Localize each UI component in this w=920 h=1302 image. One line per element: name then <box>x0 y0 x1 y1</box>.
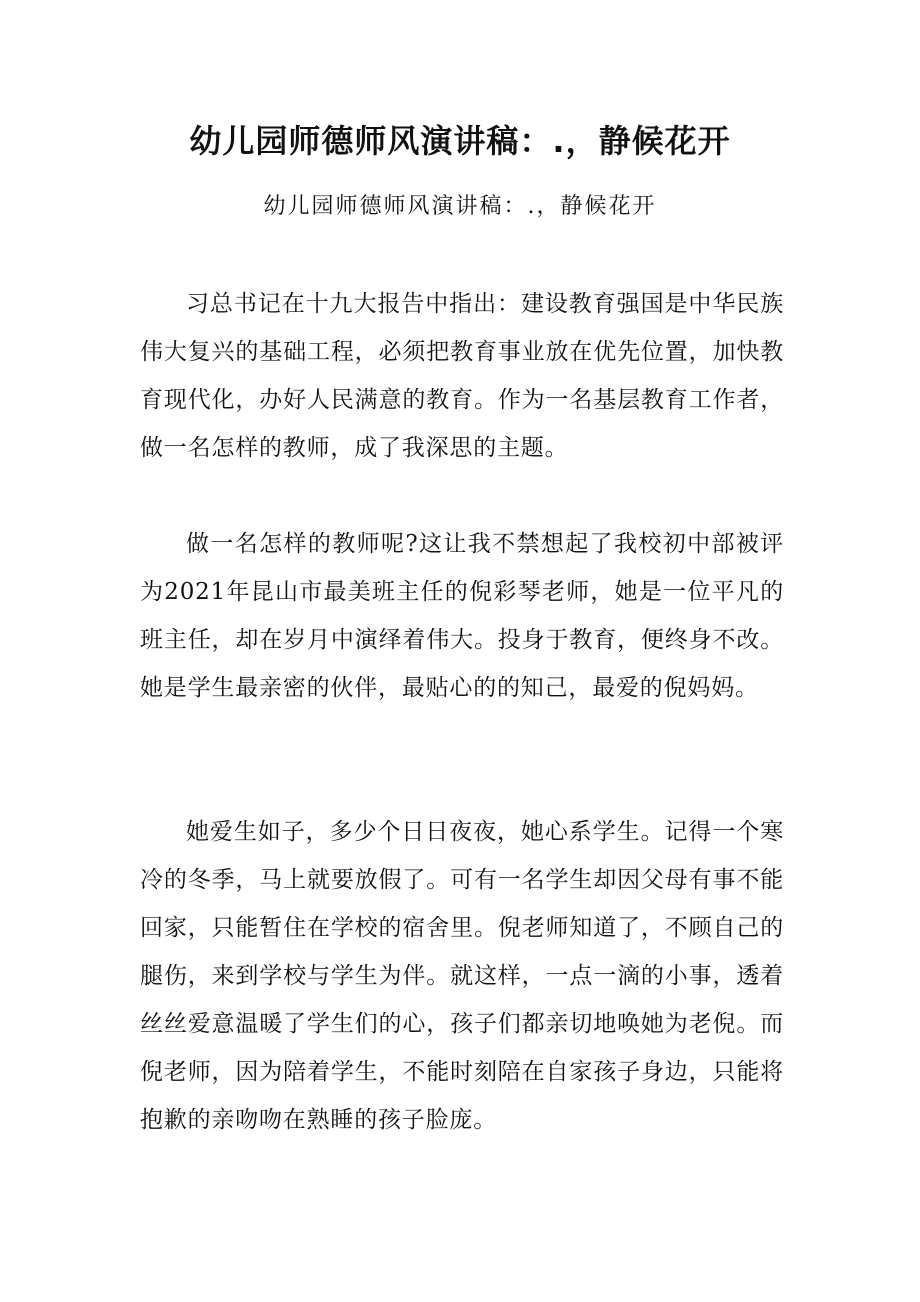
body-paragraph: 做一名怎样的教师呢?这让我不禁想起了我校初中部被评为2021年昆山市最美班主任的倪彩琴老师，她是一位平凡的班主任，却在岁月中演绎着伟大。投身于教育，便终身不改。她是学生最亲密的伙伴，最贴心的的知己，最爱的倪妈妈。 <box>140 531 784 701</box>
body-paragraph: 她爱生如子，多少个日日夜夜，她心系学生。记得一个寒冷的冬季，马上就要放假了。可有一名学生却因父母有事不能回家，只能暂住在学校的宿舍里。倪老师知道了，不顾自己的腿伤，来到学校与学生为伴。就这样，一点一滴的小事，透着丝丝爱意温暖了学生们的心，孩子们都亲切地唤她为老倪。而倪老师，因为陪着学生，不能时刻陪在自家孩子身边，只能将抱歉的亲吻吻在熟睡的孩子脸庞。 <box>140 819 784 1133</box>
document-subtitle: 幼儿园师德师风演讲稿：.，静候花开 <box>263 194 657 219</box>
document-title: 幼儿园师德师风演讲稿：.，静候花开 <box>189 122 731 160</box>
body-paragraph: 习总书记在十九大报告中指出：建设教育强国是中华民族伟大复兴的基础工程，必须把教育事业放在优先位置，加快教育现代化，办好人民满意的教育。作为一名基层教育工作者，做一名怎样的教师，成了我深思的主题。 <box>140 291 784 461</box>
